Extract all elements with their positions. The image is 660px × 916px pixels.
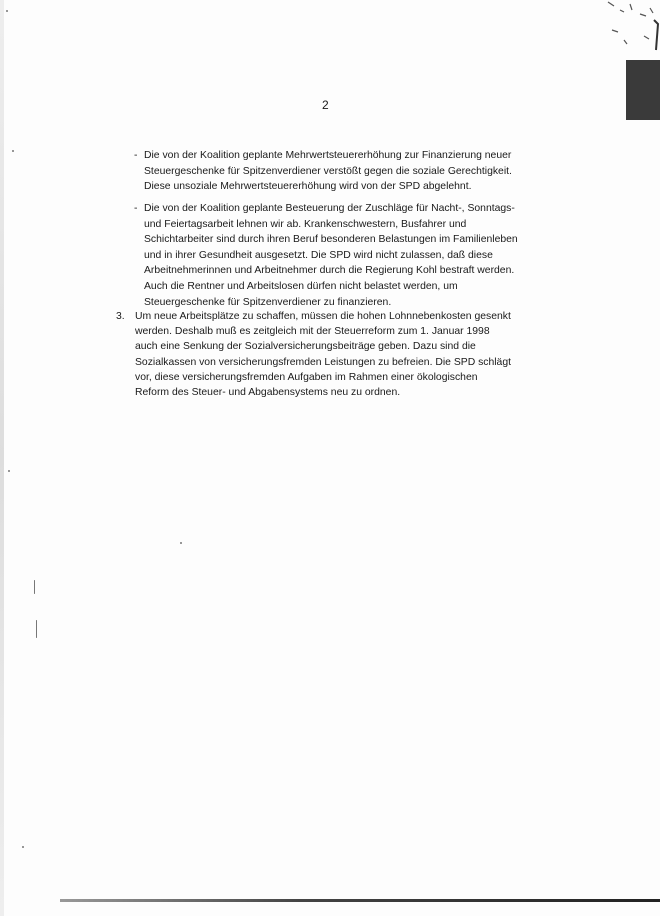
text-line: Diese unsoziale Mehrwertsteuererhöhung wird von der SPD abgelehnt. [144,181,472,193]
scan-speck [34,580,35,594]
bullet-item [134,201,544,310]
page-number: 2 [322,98,329,112]
scan-speck [180,542,182,544]
text-line: und Feiertagsarbeit lehnen wir ab. Krankenschwestern, Busfahrer und [144,218,467,230]
text-line: Steuergeschenke für Spitzenverdiener verstößt gegen die soziale Gerechtigkeit. [144,165,512,177]
bullet-dash: - [134,203,138,214]
text-line: Auch die Rentner und Arbeitslosen dürfen nicht belastet werden, um [144,280,458,292]
scan-corner-artifact [600,0,660,60]
text-line: Reform des Steuer- und Abgabensystems neu zu ordnen. [135,387,401,399]
text-line: Die von der Koalition geplante Besteuerung der Zuschläge für Nacht-, Sonntags- [144,203,515,214]
scan-left-edge [0,0,4,916]
text-line: werden. Deshalb muß es zeitgleich mit der Steuerreform zum 1. Januar 1998 [135,326,490,338]
text-line: Schichtarbeiter sind durch ihren Beruf besonderen Belastungen im Familienleben [144,234,518,246]
scan-edge-dark-strip [626,60,660,120]
scan-speck [22,846,24,848]
text-line: Arbeitnehmerinnen und Arbeitnehmer durch die Regierung Kohl bestraft werden. [144,265,515,277]
text-line: Sozialkassen von versicherungsfremden Leistungen zu befreien. Die SPD schlägt [135,356,512,368]
text-line: und in ihrer Gesundheit ausgesetzt. Die SPD wird nicht zulassen, daß diese [144,249,493,261]
text-line: Steuergeschenke für Spitzenverdiener zu finanzieren. [144,296,392,308]
text-line: auch eine Senkung der Sozialversicherungsbeiträge geben. Dazu sind die [135,341,476,353]
text-line: vor, diese versicherungsfremden Aufgaben im Rahmen einer ökologischen [135,371,478,383]
scan-bottom-edge [60,899,660,902]
scan-speck [36,620,37,638]
scan-speck [6,10,8,12]
bullet-item [134,148,544,195]
numbered-item [116,309,546,400]
bullet-dash: - [134,150,138,161]
text-line: Um neue Arbeitsplätze zu schaffen, müssen die hohen Lohnnebenkosten gesenkt [135,311,511,322]
text-line: Die von der Koalition geplante Mehrwertsteuererhöhung zur Finanzierung neuer [144,150,512,161]
scan-speck [12,150,14,152]
item-number: 3. [116,311,125,322]
scan-speck [8,470,10,472]
